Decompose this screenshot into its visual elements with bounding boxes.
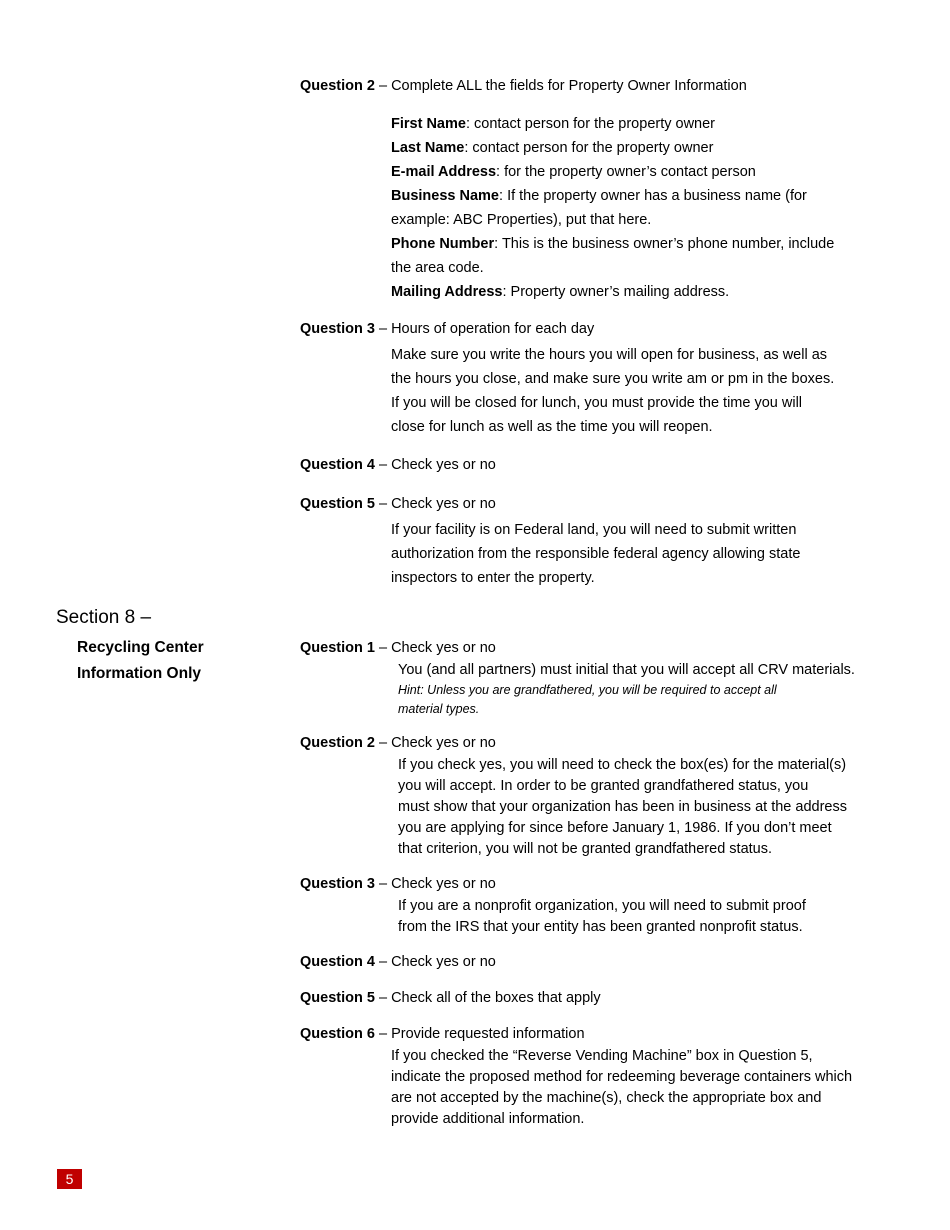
s8-q6-heading: Question 6 – Provide requested information [300,1026,585,1042]
field-mailing-address: Mailing Address: Property owner’s mailing address. [391,284,730,300]
question-text: Check yes or no [391,457,496,473]
field-business-name-cont: example: ABC Properties), put that here. [391,212,652,228]
page-number: 5 [57,1169,82,1189]
question-text: Check yes or no [391,735,496,751]
s8-q1-hint: Hint: Unless you are grandfathered, you will be required to accept all material types. [398,683,777,716]
s8-q6-body: If you checked the “Reverse Vending Machine” box in Question 5, indicate the proposed method for redeeming beverage containers which are not accepted by the machine(s), check the appropriate box and provide additional information. [391,1048,853,1127]
s4-q5-body: If your facility is on Federal land, you will need to submit written authorization from the responsible federal agency allowing state inspectors to enter the property. [391,522,801,586]
question-label: Question 2 [300,78,375,94]
question-text: Check yes or no [391,496,496,512]
field-first-name: First Name: contact person for the property owner [391,116,716,132]
s8-q5-heading: Question 5 – Check all of the boxes that apply [300,990,601,1006]
question-label: Question 3 [300,876,375,892]
s8-q3-body: If you are a nonprofit organization, you will need to submit proof from the IRS that your entity has been granted nonprofit status. [398,898,806,935]
field-business-name: Business Name: If the property owner has a business name (for [391,188,807,204]
question-text: Hours of operation for each day [391,321,595,337]
s4-q3-heading: Question 3 – Hours of operation for each day [300,321,595,337]
question-label: Question 2 [300,735,375,751]
question-text: Check yes or no [391,876,496,892]
field-phone-number: Phone Number: This is the business owner’s phone number, include [391,236,835,252]
question-text: Complete ALL the fields for Property Owner Information [391,78,747,94]
section-8-subtitle: Recycling Center Information Only [77,639,204,682]
s8-q3-heading: Question 3 – Check yes or no [300,876,496,892]
s4-q2-fields [391,112,911,304]
question-text: Check yes or no [391,640,496,656]
question-label: Question 6 [300,1026,375,1042]
s4-q3-body: Make sure you write the hours you will open for business, as well as the hours you close, and make sure you write am or pm in the boxes. If you will be closed for lunch, you must provide the time you will close for lunch as well as the time you will reopen. [391,347,835,435]
question-label: Question 3 [300,321,375,337]
s4-q5-heading: Question 5 – Check yes or no [300,496,496,512]
question-label: Question 4 [300,457,375,473]
question-text: Provide requested information [391,1026,585,1042]
question-text: Check all of the boxes that apply [391,990,601,1006]
s8-q1-body: You (and all partners) must initial that you will accept all CRV materials. [398,662,855,678]
section-8-title: Section 8 – [56,607,152,628]
question-label: Question 1 [300,640,375,656]
question-text: Check yes or no [391,954,496,970]
s4-q2-heading: Question 2 – Complete ALL the fields for Property Owner Information [300,78,747,94]
field-last-name: Last Name: contact person for the property owner [391,140,714,156]
question-label: Question 5 [300,990,375,1006]
s8-q1-heading: Question 1 – Check yes or no [300,640,496,656]
s8-q2-heading: Question 2 – Check yes or no [300,735,496,751]
question-label: Question 4 [300,954,375,970]
field-phone-number-cont: the area code. [391,260,484,276]
field-email: E-mail Address: for the property owner’s contact person [391,164,756,180]
s4-q4-heading: Question 4 – Check yes or no [300,457,496,473]
question-label: Question 5 [300,496,375,512]
s8-q4-heading: Question 4 – Check yes or no [300,954,496,970]
s8-q2-body: If you check yes, you will need to check the box(es) for the material(s) you will accept. In order to be granted grandfathered status, you must show that your organization has been in business at the address you are applying for since before January 1, 1986. If you don’t meet that criterion, you will not be granted grandfathered status. [398,757,847,857]
